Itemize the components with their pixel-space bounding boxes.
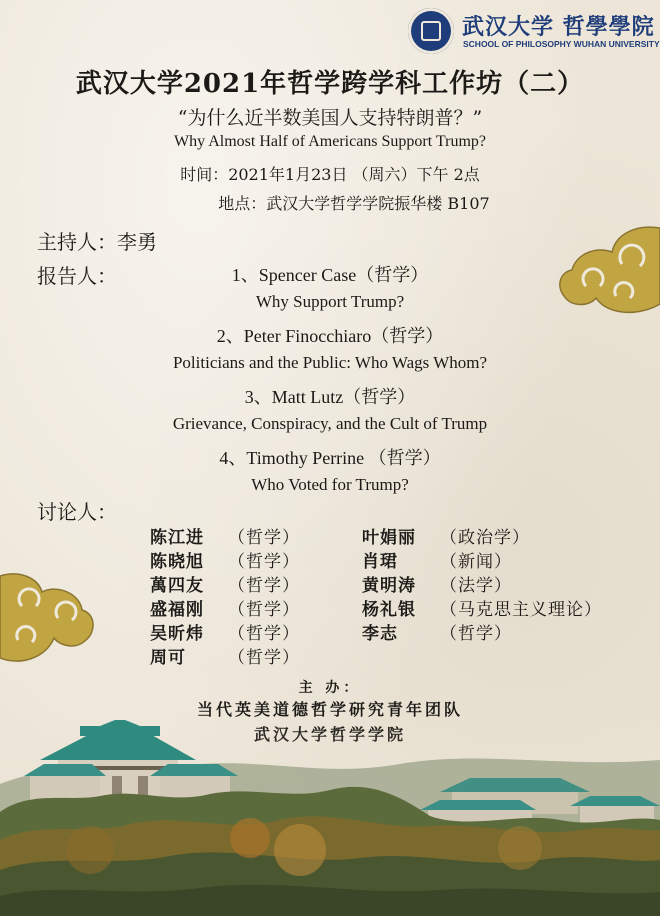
event-time: 时间：2021年1月23日 （周六）下午 2点 (180, 165, 480, 184)
event-subtitle-english: Why Almost Half of Americans Support Trump? (174, 133, 486, 150)
reporter-name: 4、Timothy Perrine （哲学） (219, 448, 441, 468)
discussant-field: （哲学） (440, 624, 512, 644)
discussant-name: 叶娟丽 (362, 528, 416, 548)
discussant-name: 盛福刚 (150, 600, 204, 620)
discussant-field: （哲学） (228, 528, 300, 548)
host-label: 主持人： (37, 230, 117, 254)
reporter-item (0, 444, 660, 495)
reporter-name: 2、Peter Finocchiaro（哲学） (216, 326, 444, 346)
discussant-field: （哲学） (228, 624, 300, 644)
event-title: 武汉大学2021年哲学跨学科工作坊（二） (75, 69, 585, 99)
discussant-field: （法学） (440, 576, 512, 596)
university-seal-icon (408, 8, 454, 54)
discussant-field: （新闻） (440, 552, 512, 572)
campus-landscape-illustration (0, 720, 660, 916)
discussant-field: （哲学） (228, 576, 300, 596)
discussant-name: 吴昕炜 (150, 624, 204, 644)
discussant-name: 萬四友 (150, 576, 204, 596)
discussant-name: 杨礼银 (362, 600, 416, 620)
discussant-name: 周可 (150, 648, 186, 668)
discussant-field: （哲学） (228, 648, 300, 668)
discussant-item (362, 571, 512, 596)
reporters-label: 报告人： (37, 264, 117, 288)
discussants-label: 讨论人： (37, 500, 117, 524)
discussant-name: 陈江进 (150, 528, 204, 548)
discussant-field: （马克思主义理论） (440, 600, 602, 620)
auspicious-cloud-icon (556, 220, 660, 320)
host-name: 李勇 (117, 230, 157, 254)
auspicious-cloud-icon (0, 566, 96, 670)
reporter-name: 3、Matt Lutz（哲学） (244, 387, 416, 407)
talk-title: Who Voted for Trump? (251, 475, 409, 494)
discussant-item (150, 643, 300, 668)
reporter-item (0, 322, 660, 373)
discussant-field: （哲学） (228, 552, 300, 572)
reporter-name: 1、Spencer Case（哲学） (231, 265, 429, 285)
discussant-item (150, 571, 300, 596)
discussant-name: 黄明涛 (362, 576, 416, 596)
discussant-item (150, 523, 300, 548)
discussant-item (150, 547, 300, 572)
discussant-field: （哲学） (228, 600, 300, 620)
event-place: 地点：武汉大学哲学学院振华楼 B107 (218, 194, 490, 213)
discussant-item (150, 595, 300, 620)
talk-title: Grievance, Conspiracy, and the Cult of Trump (172, 414, 488, 433)
discussant-item (362, 619, 512, 644)
discussant-field: （政治学） (440, 528, 530, 548)
discussant-name: 肖珺 (362, 552, 398, 572)
discussant-item (362, 547, 512, 572)
discussant-name: 李志 (362, 624, 398, 644)
reporter-item (0, 383, 660, 434)
discussant-item (362, 595, 602, 620)
talk-title: Politicians and the Public: Who Wags Whom? (172, 353, 488, 372)
discussant-item (362, 523, 530, 548)
event-subtitle-chinese: “为什么近半数美国人支持特朗普？” (177, 107, 483, 129)
school-logo (408, 8, 658, 56)
discussant-item (150, 619, 300, 644)
organizers-label: 主 办： (298, 680, 362, 696)
organizer-team: 当代英美道德哲学研究青年团队 (196, 700, 463, 719)
talk-title: Why Support Trump? (255, 292, 405, 311)
logo-chinese-name: 武汉大学 哲學學院 (462, 14, 655, 40)
host-line (37, 226, 157, 255)
logo-english-name: SCHOOL OF PHILOSOPHY WUHAN UNIVERSITY (463, 39, 660, 49)
discussant-name: 陈晓旭 (150, 552, 204, 572)
